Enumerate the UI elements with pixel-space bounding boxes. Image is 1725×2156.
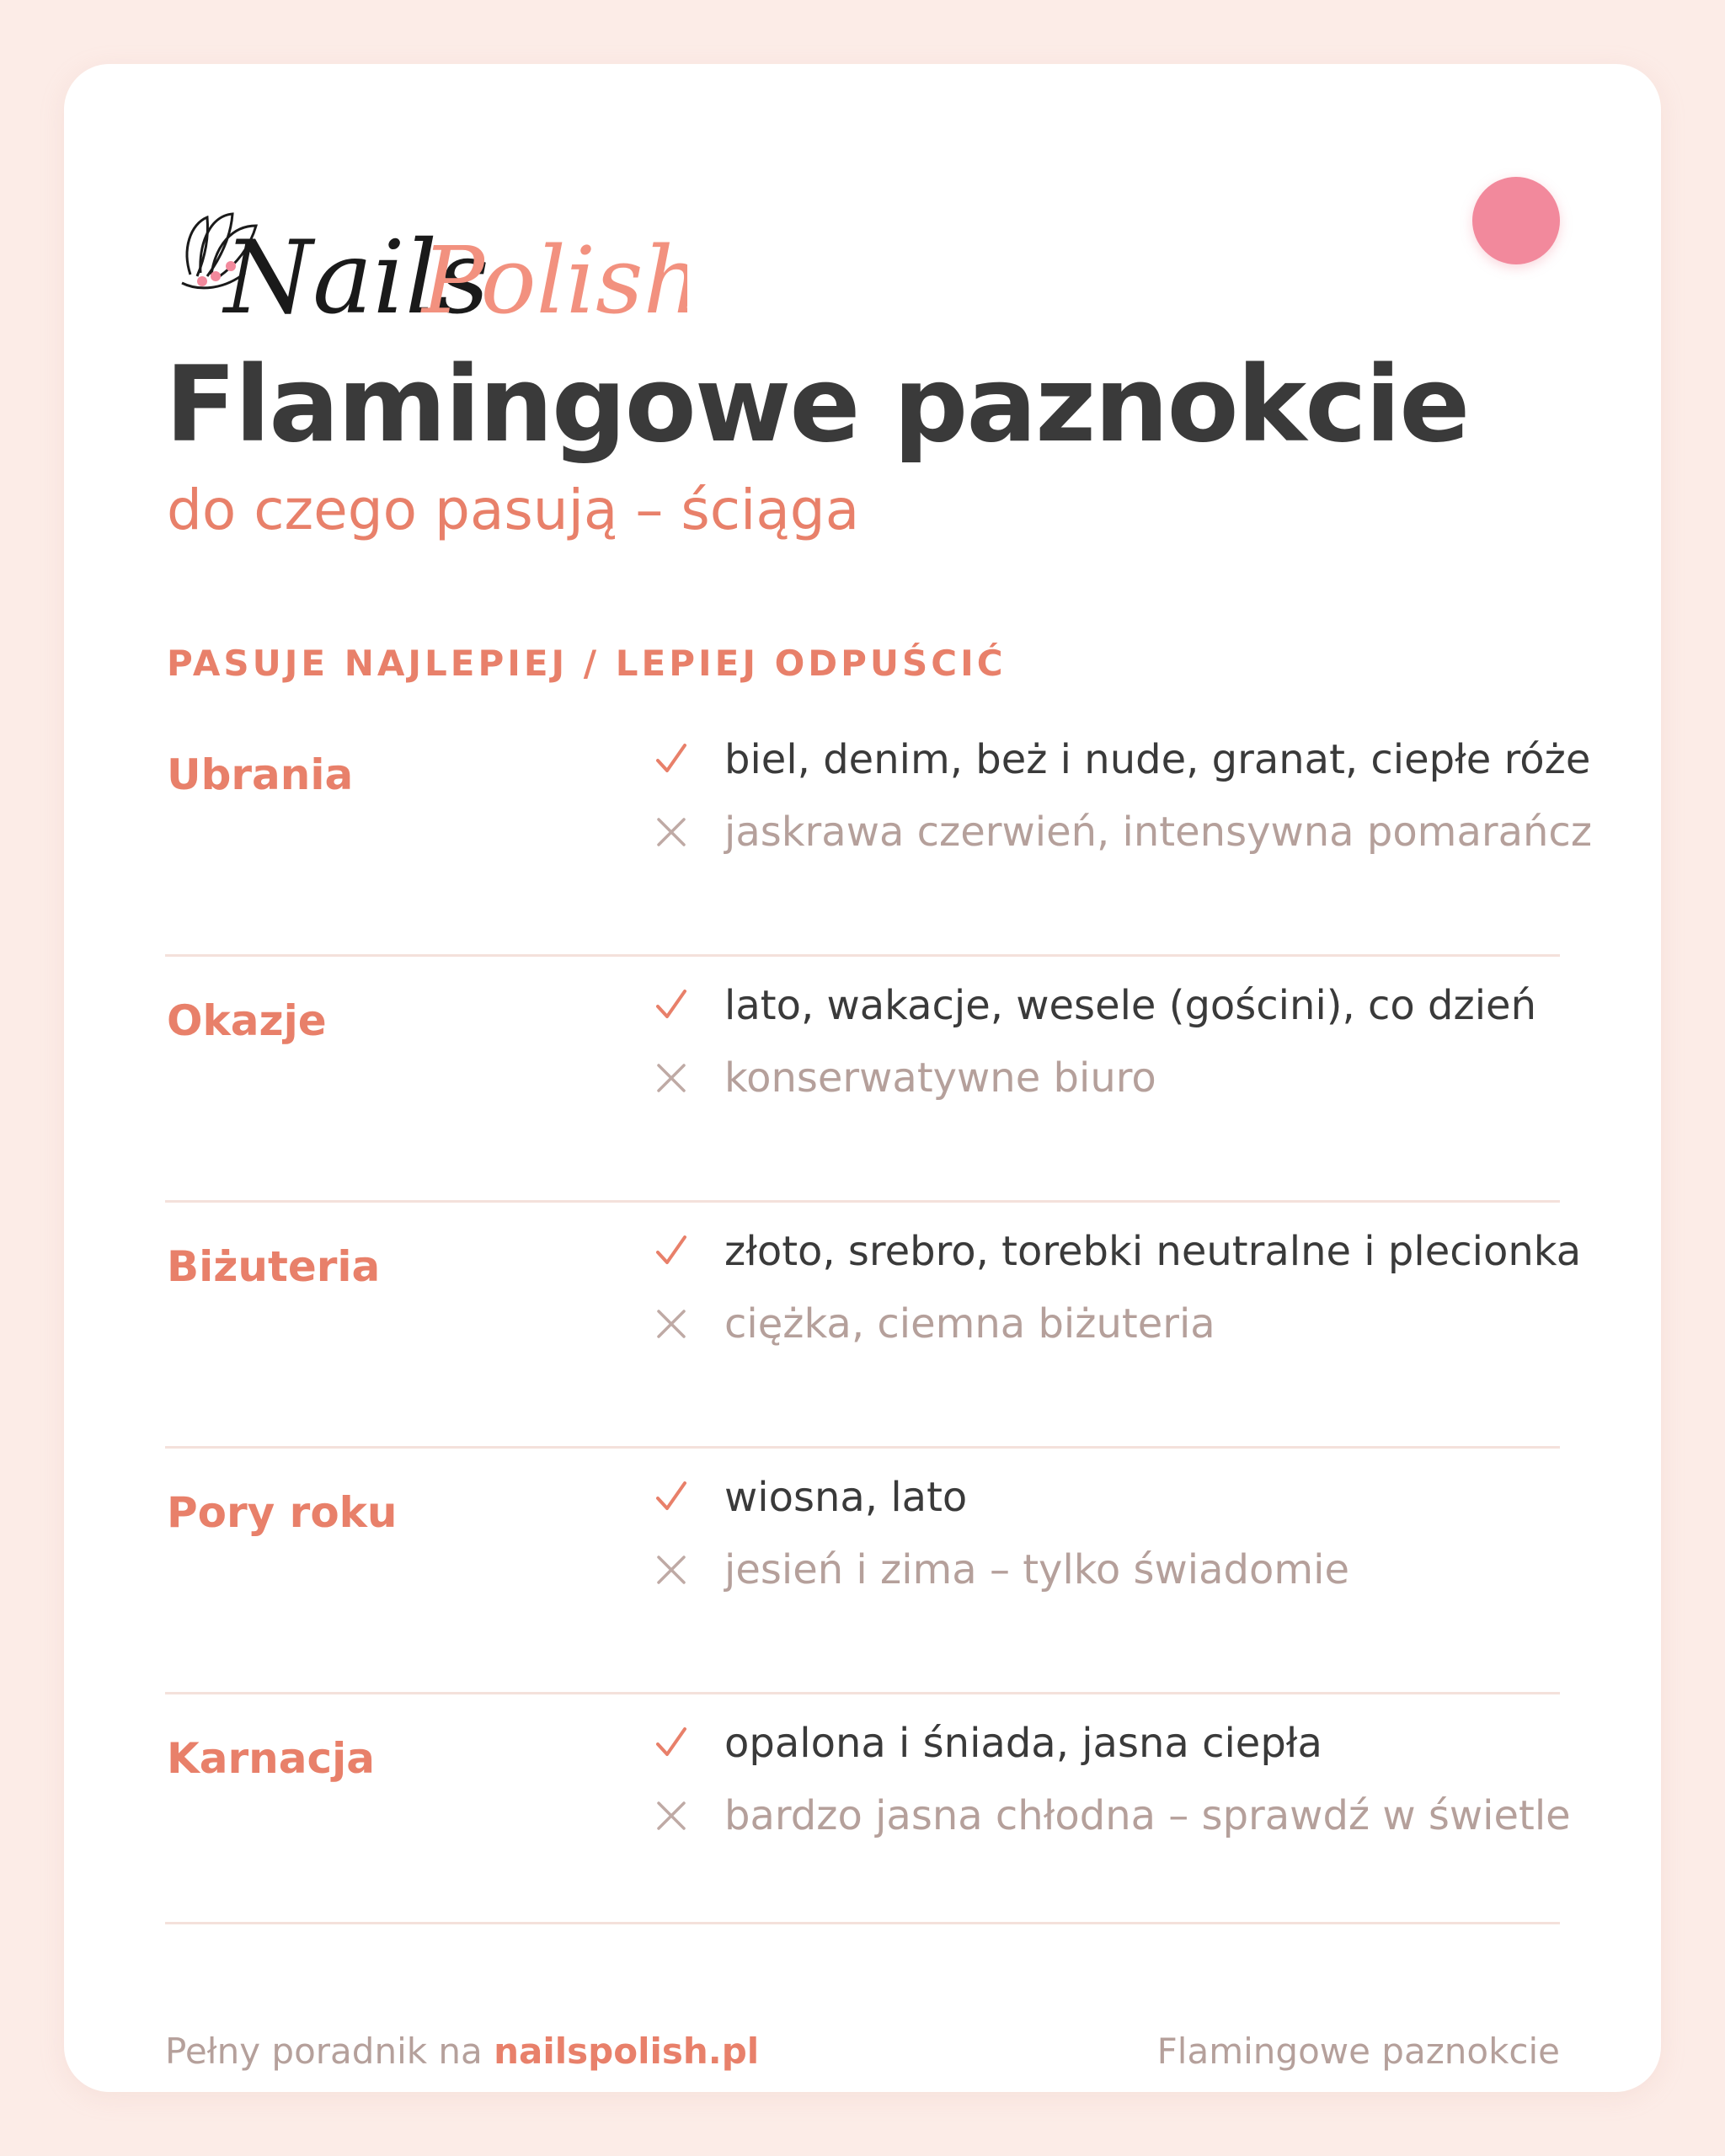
fits-text: wiosna, lato: [724, 1474, 968, 1521]
criteria-row: [165, 1203, 1582, 1449]
fits-line: [654, 1470, 1560, 1524]
avoid-text: ciężka, ciemna biżuteria: [724, 1300, 1215, 1348]
fits-line: [654, 979, 1560, 1033]
cross-icon: [654, 1798, 689, 1833]
row-category: Okazje: [167, 996, 327, 1045]
avoid-line: [654, 1543, 1560, 1597]
check-icon: [654, 1726, 689, 1761]
avoid-text: bardzo jasna chłodna – sprawdź w świetle: [724, 1792, 1571, 1839]
fits-line: [654, 733, 1591, 787]
check-icon: [654, 1234, 689, 1269]
avoid-text: konserwatywne biuro: [724, 1054, 1156, 1102]
cross-icon: [654, 1306, 689, 1342]
cross-icon: [654, 1060, 689, 1096]
row-category: Ubrania: [167, 750, 354, 799]
check-icon: [654, 988, 689, 1023]
fits-line: [654, 1225, 1582, 1278]
nailspolish-logo[interactable]: [165, 165, 687, 342]
check-icon: [654, 1480, 689, 1515]
fits-text: biel, denim, beż i nude, granat, ciepłe róże: [724, 736, 1591, 783]
cross-icon: [654, 814, 689, 850]
footer-title: Flamingowe paznokcie: [1156, 2031, 1560, 2072]
criteria-row: [165, 1694, 1571, 1940]
avoid-line: [654, 1051, 1560, 1105]
criteria-row: [165, 711, 1593, 957]
page-subtitle: do czego pasują – ściąga: [167, 478, 860, 542]
fits-text: złoto, srebro, torebki neutralne i plecionka: [724, 1228, 1582, 1275]
criteria-row: [165, 957, 1560, 1203]
avoid-line: [654, 1297, 1560, 1351]
logo-graphic: [165, 165, 687, 342]
logo-script-text: Nails: [224, 220, 489, 337]
cross-icon: [654, 1552, 689, 1588]
check-icon: [654, 742, 689, 777]
row-category: Biżuteria: [167, 1242, 381, 1291]
avoid-line: [654, 1789, 1571, 1843]
footer-link[interactable]: nailspolish.pl: [494, 2031, 760, 2072]
section-label: PASUJE NAJLEPIEJ / LEPIEJ ODPUŚCIĆ: [167, 643, 1007, 684]
fits-text: lato, wakacje, wesele (gościni), co dzień: [724, 982, 1536, 1029]
row-category: Pory roku: [167, 1488, 398, 1537]
page-title: Flamingowe paznokcie: [165, 344, 1469, 466]
footer-source-prefix: Pełny poradnik na: [165, 2031, 494, 2072]
fits-text: opalona i śniada, jasna ciepła: [724, 1720, 1322, 1767]
criteria-row: [165, 1449, 1560, 1694]
logo-accent-text: Polish: [422, 227, 687, 334]
cheat-sheet-card: [64, 64, 1661, 2092]
avoid-text: jesień i zima – tylko świadomie: [724, 1546, 1349, 1593]
footer-source: [165, 2028, 759, 2075]
row-category: Karnacja: [167, 1734, 375, 1783]
accent-dot: [1472, 177, 1560, 264]
avoid-text: jaskrawa czerwień, intensywna pomarańcz: [724, 808, 1593, 856]
footer-divider: [165, 1922, 1560, 1924]
fits-line: [654, 1716, 1560, 1770]
avoid-line: [654, 805, 1593, 859]
